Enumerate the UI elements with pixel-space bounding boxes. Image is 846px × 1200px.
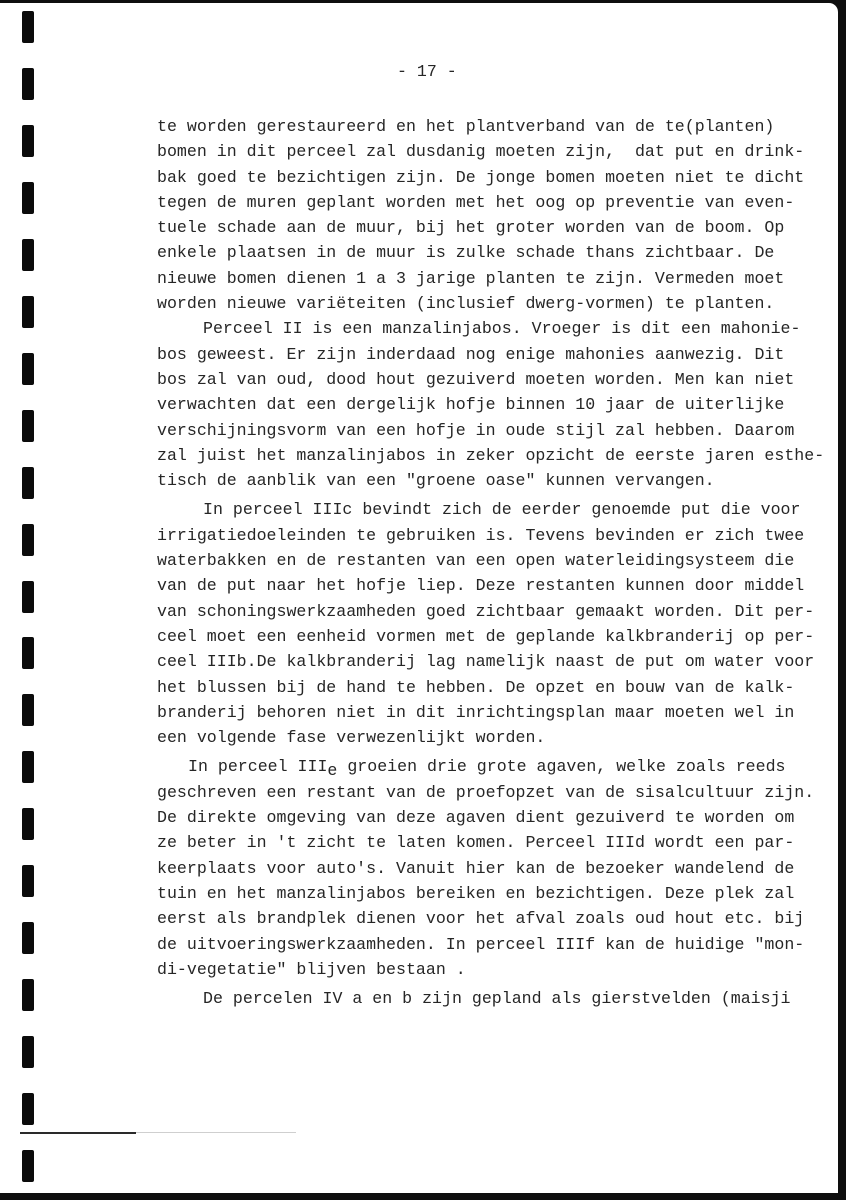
text-line: tisch de aanblik van een "groene oase" kunnen vervangen.: [157, 471, 715, 491]
binding-hole: [22, 11, 34, 43]
binding-hole: [22, 637, 34, 669]
binding-hole: [22, 979, 34, 1011]
text-line: tuin en het manzalinjabos bereiken en bezichtigen. Deze plek zal: [157, 883, 795, 903]
binding-hole: [22, 1093, 34, 1125]
text-line: [157, 754, 832, 779]
binding-hole: [22, 353, 34, 385]
text-line: nieuwe bomen dienen 1 a 3 jarige planten te zijn. Vermeden moet: [157, 268, 785, 288]
binding-hole: [22, 922, 34, 954]
text-line: het blussen bij de hand te hebben. De opzet en bouw van de kalk-: [157, 677, 795, 697]
text-line: eerst als brandplek dienen voor het afval zoals oud hout etc. bij: [157, 909, 805, 929]
binding-holes: [0, 0, 60, 1200]
page-edge-line: [20, 1132, 136, 1134]
text-line: worden nieuwe variëteiten (inclusief dwerg-vormen) te planten.: [157, 294, 775, 314]
text-line: van schoningswerkzaamheden goed zichtbaar gemaakt worden. Dit per-: [157, 601, 815, 621]
text-segment: groeien drie grote agaven, welke zoals reeds: [337, 757, 786, 777]
binding-hole: [22, 1036, 34, 1068]
binding-hole: [22, 182, 34, 214]
binding-hole: [22, 125, 34, 157]
text-line: geschreven een restant van de proefopzet van de sisalcultuur zijn.: [157, 782, 815, 802]
text-line: zal juist het manzalinjabos in zeker opzicht de eerste jaren esthe-: [157, 445, 825, 465]
page-number: - 17 -: [397, 62, 457, 81]
body-text: [157, 114, 832, 1011]
text-line: ceel moet een eenheid vormen met de geplande kalkbranderij op per-: [157, 626, 815, 646]
text-line: van de put naar het hofje liep. Deze restanten kunnen door middel: [157, 576, 805, 596]
text-line: irrigatiedoeleinden te gebruiken is. Tevens bevinden er zich twee: [157, 525, 805, 545]
text-line: branderij behoren niet in dit inrichtingsplan maar moeten wel in: [157, 702, 795, 722]
text-line: verwachten dat een dergelijk hofje binnen 10 jaar de uiterlijke: [157, 395, 785, 415]
binding-hole: [22, 1150, 34, 1182]
text-line: De percelen IV a en b zijn gepland als gierstvelden (maisji: [203, 989, 791, 1009]
subscript-letter: e: [327, 761, 338, 781]
binding-hole: [22, 467, 34, 499]
page-edge-line-faint: [136, 1132, 296, 1133]
paragraph: [157, 316, 832, 493]
text-line: verschijningsvorm van een hofje in oude stijl zal hebben. Daarom: [157, 420, 795, 440]
binding-hole: [22, 239, 34, 271]
paragraph: [157, 497, 832, 750]
text-line: enkele plaatsen in de muur is zulke schade thans zichtbaar. De: [157, 243, 775, 263]
text-line: De direkte omgeving van deze agaven dient gezuiverd te worden om: [157, 808, 795, 828]
text-line: ceel IIIb.De kalkbranderij lag namelijk naast de put om water voor: [157, 652, 815, 672]
text-line: di-vegetatie" blijven bestaan .: [157, 959, 466, 979]
paragraph: [157, 986, 832, 1011]
text-line: bak goed te bezichtigen zijn. De jonge bomen moeten niet te dicht: [157, 167, 805, 187]
text-line: keerplaats voor auto's. Vanuit hier kan de bezoeker wandelend de: [157, 858, 795, 878]
binding-hole: [22, 68, 34, 100]
text-line: tuele schade aan de muur, bij het groter worden van de boom. Op: [157, 218, 785, 238]
text-line: waterbakken en de restanten van een open waterleidingsysteem die: [157, 551, 795, 571]
binding-hole: [22, 410, 34, 442]
paragraph: [157, 754, 832, 982]
text-line: bos zal van oud, dood hout gezuiverd moeten worden. Men kan niet: [157, 369, 795, 389]
text-line: ze beter in 't zicht te laten komen. Perceel IIId wordt een par-: [157, 833, 795, 853]
text-line: een volgende fase verwezenlijkt worden.: [157, 728, 546, 748]
text-line: bos geweest. Er zijn inderdaad nog enige mahonies aanwezig. Dit: [157, 344, 785, 364]
text-line: te worden gerestaureerd en het plantverband van de te(planten): [157, 117, 775, 136]
text-line: In perceel IIIc bevindt zich de eerder genoemde put die voor: [203, 500, 801, 520]
binding-hole: [22, 524, 34, 556]
text-line: de uitvoeringswerkzaamheden. In perceel IIIf kan de huidige "mon-: [157, 934, 805, 954]
binding-hole: [22, 581, 34, 613]
binding-hole: [22, 865, 34, 897]
text-line: Perceel II is een manzalinjabos. Vroeger is dit een mahonie-: [203, 319, 801, 339]
binding-hole: [22, 694, 34, 726]
binding-hole: [22, 808, 34, 840]
text-line: bomen in dit perceel zal dusdanig moeten zijn, dat put en drink-: [157, 142, 805, 162]
binding-hole: [22, 296, 34, 328]
binding-hole: [22, 751, 34, 783]
text-segment: In perceel III: [188, 757, 328, 777]
paragraph: [157, 114, 832, 316]
text-line: tegen de muren geplant worden met het oog op preventie van even-: [157, 192, 795, 212]
